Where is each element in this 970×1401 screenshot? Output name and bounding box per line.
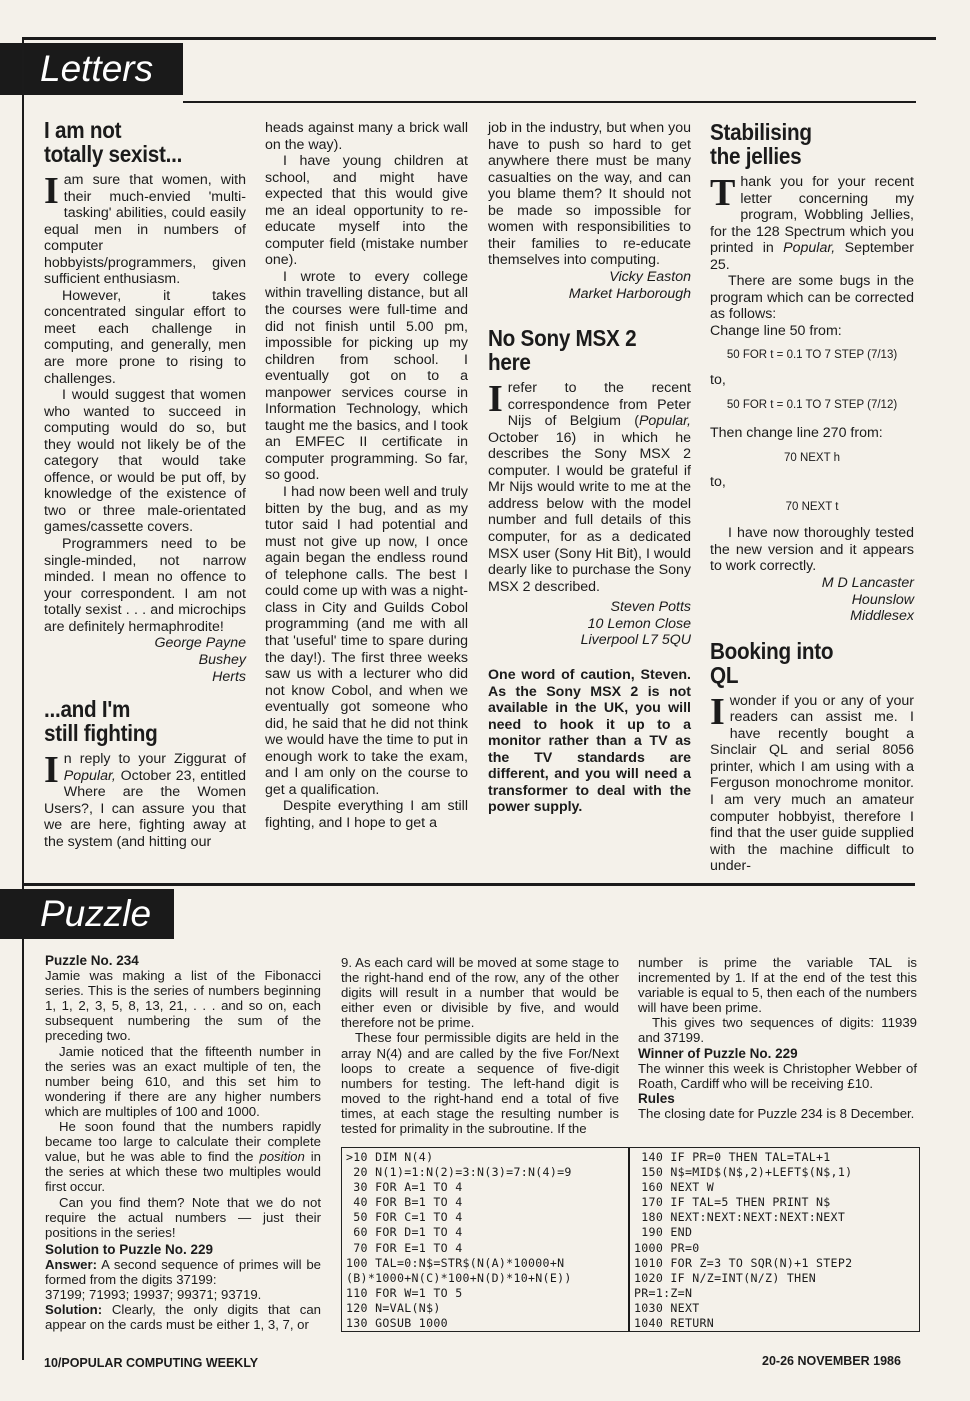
solution-heading: Solution to Puzzle No. 229 — [45, 1241, 214, 1257]
code-line: 70 NEXT h — [783, 451, 841, 464]
puzzle-column-2 — [341, 955, 619, 1136]
letter-text: I have now thoroughly tested the new version and it appears to work correctly. — [710, 525, 914, 575]
signature-easton: Vicky Easton Market Harborough — [568, 268, 691, 302]
puzzle-text: number is prime the variable TAL is incremented by 1. If at the end of the test this variable is equal to 5, then each of the numbers will have been prime. — [638, 955, 917, 1016]
editor-reply: One word of caution, Steven. As the Sony MSX 2 is not available in the UK, you will need to hook it up to a monitor rather than a TV as the TV standards are different, and you will need a transformer to deal with the power supply. — [488, 667, 691, 816]
headline-booking-ql: Booking into QL — [710, 637, 834, 688]
left-margin-rule — [22, 40, 24, 1360]
signature-potts: Steven Potts 10 Lemon Close Liverpool L7 5QU — [580, 599, 691, 649]
letters-column-1: I am not totally sexist... I am sure that women, with their much-envied 'multi-tasking' abilities, could easily equal men in numbers of computer hobbyists/programmers, given sufficient enthusiasm. However, it takes concentrated singular effort to meet each challenge in computing, and generally, men are more prone to rising to challenges. I would suggest that women who wanted to succeed in computing would do so, but they would not likely be of the category that would take offence, or would be put off, by knowledge of the existence of two or three male-orientated games/cassette covers. Programmers need to be single-minded, not narrow minded. I mean no offence to your correspondent. I am not totally sexist . . . and microchips are definitely hermaphrodite! George Payne Bushey Herts ...and I'm still fighting In reply to your Ziggurat of Popular, October 23, entitled Where are the Women Users?, I can assure you that we are here, fighting away at the system (and hitting our — [44, 117, 246, 850]
letters-top-rule — [183, 101, 916, 103]
puzzle-column-3 — [638, 955, 917, 1121]
puzzle-heading: Puzzle No. 234 — [45, 953, 139, 968]
drop-cap: I — [44, 170, 59, 212]
drop-cap: I — [488, 378, 503, 421]
puzzle-text: The winner this week is Christopher Webber of Roath, Cardiff who will be receiving £10. — [638, 1060, 917, 1091]
puzzle-column-1: Puzzle No. 234 Jamie was making a list of the Fibonacci series. This is the series of numbers beginning 1, 1, 2, 3, 5, 8, 13, 21, . . . and so on, each subsequent numbering the sum of the preceding two. Jamie noticed that the fifteenth number in the series was an exact multiple of ten, the number being 610, and this set him to wondering if there are any higher numbers which are multiples of 100 and 1000. He soon found that the numbers rapidly became too large to calculate their complete value, but he was able to find the position in the series at which these two multiples would first occur. Can you find them? Note that we do not require the actual numbers — just their positions in the series! Solution to Puzzle No. 229 Answer: A second sequence of primes will be formed from the digits 37199: 37199; 71993; 19937; 99371; 93719. Solution: Clearly, the only digits that can appear on the cards must be either 1, 3, 7, or — [45, 953, 321, 1333]
letters-banner — [0, 43, 183, 95]
letter-text: Change line 50 from: — [710, 322, 842, 339]
code-line: 50 FOR t = 0.1 TO 7 STEP (7/13) — [726, 349, 898, 362]
winner-heading: Winner of Puzzle No. 229 — [638, 1045, 798, 1061]
letter-text: to, — [710, 372, 726, 389]
code-line: 50 FOR t = 0.1 TO 7 STEP (7/12) — [726, 398, 898, 411]
letter-text: Then change line 270 from: — [710, 425, 883, 442]
puzzle-text: These four permissible digits are held in the array N(4) and are called by the five For/Next loops to create a sequence of five-digit numbers for testing. The left-hand digit is moved to the right-hand end a total of five times, at each stage the resulting number is tested for primality in the subroutine. If the — [341, 1030, 619, 1137]
letter-text: to, — [710, 474, 726, 491]
top-rule — [22, 37, 936, 40]
letter-text: Programmers need to be single-minded, not narrow minded. I mean no offence to your correspondent. I am not totally sexist . . . and microchips are definitely hermaphrodite! — [44, 536, 246, 635]
headline-stabilising: Stabilising the jellies — [710, 119, 812, 169]
listing-left: >10 DIM N(4) 20 N(1)=1:N(2)=3:N(3)=7:N(4)=9 30 FOR A=1 TO 4 40 FOR B=1 TO 4 50 FOR C=1 TO 4 60 FOR D=1 TO 4 70 FOR E=1 TO 4 100 TAL=0:N$=STR$(N(A)*10000+N (B)*1000+N(C)*100+N(D)*10+N(E)) 110 FOR W=1 TO 5 120 N=VAL(N$) 130 GOSUB 1000 — [346, 1150, 572, 1331]
letters-column-3: job in the industry, but when you have to push so hard to get anywhere there must be many casualties on the way, and can you blame them? It should not be made so impossible for women with responsibilities to their families to re-educate themselves into computing. Vicky Easton Market Harborough No Sony MSX 2 here I refer to the recent correspondence from Peter Nijs of Belgium (Popular, October 16) in which he describes the Sony MSX 2 computer. I would be grateful if Mr Nijs would write to me at the address below with the model number and full details of this computer, for as a dedicated MSX user (Sony Hit Bit), I would dearly like to purchase the Sony MSX 2 described. Steven Potts 10 Lemon Close Liverpool L7 5QU One word of caution, Steven. As the Sony MSX 2 is not available in the UK, you will need to hook it up to a monitor rather than a TV as the TV standards are different, and you will need a transformer to deal with the power supply. — [488, 120, 691, 816]
letter-text: I would suggest that women who wanted to succeed in computing would do so, but they would not likely be of the category that would take offence, or would be put off, by knowledge of the existence of two or three male-orientated games/cassette covers. — [44, 387, 246, 536]
listing-right: 140 IF PR=0 THEN TAL=TAL+1 150 N$=MID$(N$,2)+LEFT$(N$,1) 160 NEXT W 170 IF TAL=5 THEN PRINT N$ 180 NEXT:NEXT:NEXT:NEXT:NEXT 190 END 1000 PR=0 1010 FOR Z=3 TO SQR(N)+1 STEP2 1020 IF N/Z=INT(N/Z) THEN PR=1:Z=N 1030 NEXT 1040 RETURN — [634, 1150, 853, 1331]
letter-text: job in the industry, but when you have to push so hard to get anywhere there must be many casualties on the way, and can you blame them? It should not be made so impossible for women with responsibilities to their families to re-educate themselves into computing. — [488, 120, 691, 269]
puzzle-banner — [0, 889, 174, 939]
letter-text: However, it takes concentrated singular effort to meet each challenge in computing, and generally, men are more prone to rising to challenges. — [44, 287, 246, 387]
puzzle-text: Jamie noticed that the fifteenth number in the series was an exact multiple of ten, the number being 610, and this set him to wondering if there are any higher numbers which are multiples of 100 and 1000. — [45, 1043, 321, 1119]
puzzle-text: This gives two sequences of digits: 11939 and 37199. — [638, 1015, 917, 1046]
drop-cap: I — [44, 749, 59, 792]
headline-still-fighting: ...and I'm still fighting — [44, 696, 158, 747]
letter-text: Despite everything I am still fighting, and I hope to get a — [265, 798, 468, 831]
letter-text: am sure that women, with their much-envied 'multi-tasking' abilities, could easily equal men in numbers of computer hobbyists/programmers, given sufficient enthusiasm. — [44, 172, 246, 288]
puzzle-title: Puzzle — [40, 893, 152, 934]
drop-cap: T — [710, 172, 736, 214]
footer-right: 20-26 NOVEMBER 1986 — [762, 1354, 901, 1368]
signature-lancaster: M D Lancaster Hounslow Middlesex — [821, 574, 914, 625]
footer-left: 10/POPULAR COMPUTING WEEKLY — [44, 1356, 259, 1370]
headline-no-sony: No Sony MSX 2 here — [488, 325, 637, 376]
letters-column-4: Stabilising the jellies Thank you for your recent letter concerning my program, Wobbling Jellies, for the 128 Spectrum which you printed in Popular, September 25. There are some bugs in the program which can be corrected as follows: Change line 50 from: 50 FOR t = 0.1 TO 7 STEP (7/13) to, 50 FOR t = 0.1 TO 7 STEP (7/12) Then change line 270 from: 70 NEXT h to, 70 NEXT t I have now thoroughly tested the new version and it appears to work correctly. M D Lancaster Hounslow Middlesex Booking into QL I wonder if you or any of your readers can assist me. I have recently bought a Sinclair QL and serial 8056 printer, which I am using with a Ferguson monochrome monitor. I am very much an amateur computer hobbyist, therefore I find that the user guide supplied with the machine difficult to under- — [710, 119, 915, 875]
headline-not-sexist: I am not totally sexist... — [44, 117, 183, 167]
puzzle-text: The closing date for Puzzle 234 is 8 December. — [638, 1105, 915, 1121]
puzzle-text: Jamie was making a list of the Fibonacci series. This is the series of numbers beginning 1, 1, 2, 3, 5, 8, 13, 21, . . . and so on, each subsequent numbering the sum of the preceding two. — [45, 968, 321, 1044]
rules-heading: Rules — [638, 1090, 675, 1106]
program-listing — [341, 1147, 920, 1332]
puzzle-text: Can you find them? Note that we do not require the actual numbers — just their positions in the series! — [45, 1194, 321, 1240]
puzzle-top-rule — [22, 883, 915, 886]
letter-text: I had now been well and truly bitten by the bug, and as my tutor said I had potential and must not give up now, I once again began the endless round of telephone calls. The best I could come up with was a night-class in City and Guilds Cobol programming (and me with all that 'useful' time to spare during the day!). The first three weeks saw us with a lecturer who did not know Cobol, and when we eventually got someone who did, he said that he did not think we would have the time to put in enough work to take the exam, and I am only on the course to get a qualification. — [265, 484, 468, 798]
letter-text: I wrote to every college within travelling distance, but all the courses were full-time and did not finish until 5.00 pm, impossible for picking up my children from school. I eventually got on to a manpower services course in Information Technology, which taught me the basics, and I took an EMFEC II certificate in computer programming. So far, so good. — [265, 268, 468, 484]
letters-title: Letters — [40, 48, 154, 89]
letter-text: There are some bugs in the program which can be corrected as follows: — [710, 273, 914, 323]
letters-column-2 — [265, 120, 468, 832]
answer-list: 37199; 71993; 19937; 99371; 93719. — [45, 1287, 262, 1303]
letter-text: I have young children at school, and might have expected that this would give me an ideal opportunity to re-educate myself into the computer field (mistake number one). — [265, 153, 468, 269]
letter-text: heads against many a brick wall on the way). — [265, 120, 468, 153]
drop-cap: I — [710, 690, 725, 733]
puzzle-text: 9. As each card will be moved at some stage to the right-hand end of the row, any of the other digits will result in a number that would be either even or divisible by five, and would therefore not be prime. — [341, 955, 619, 1031]
signature-payne: George Payne Bushey Herts — [154, 635, 246, 685]
code-line: 70 NEXT t — [785, 500, 839, 513]
